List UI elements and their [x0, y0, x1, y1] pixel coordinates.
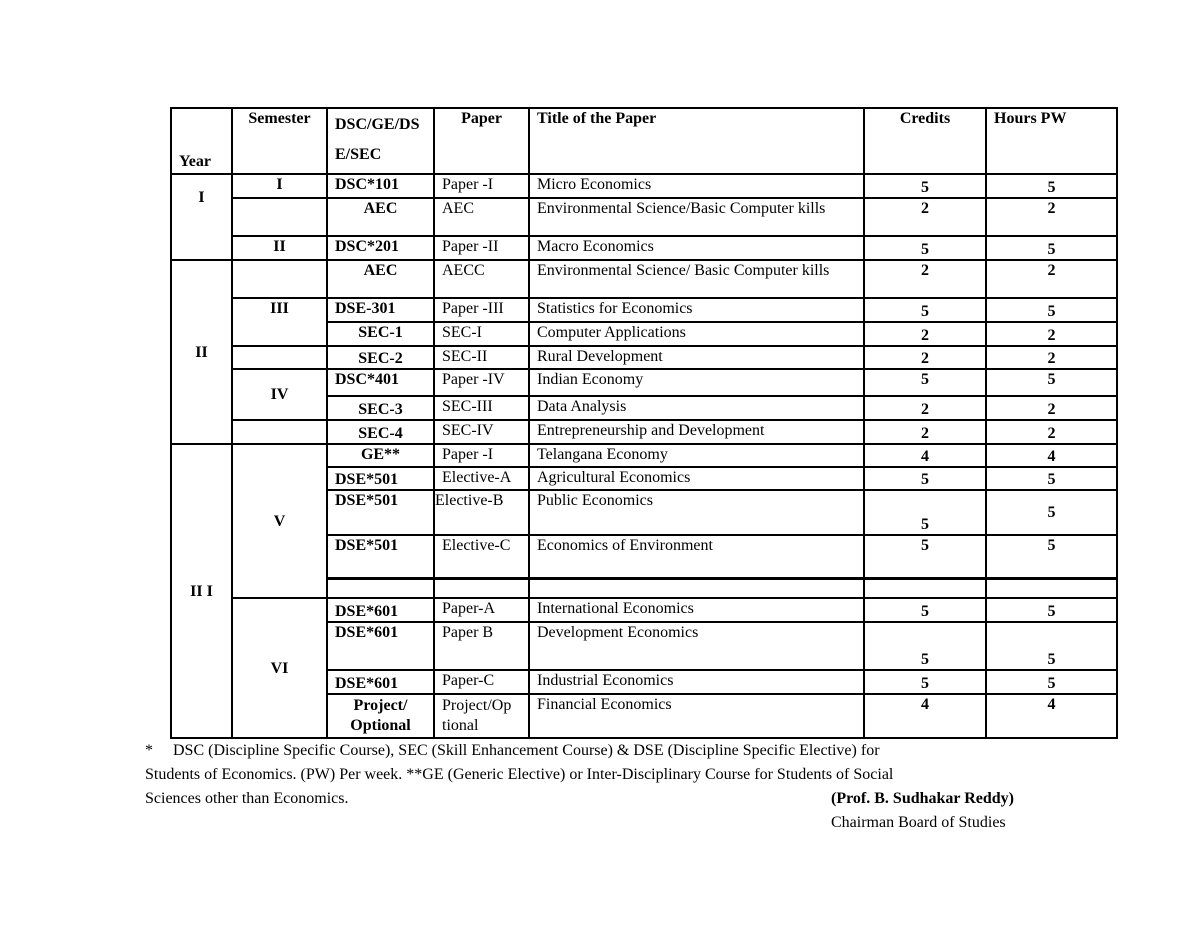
hours-cell: 2 [986, 322, 1117, 346]
category-cell: Project/ Optional [327, 694, 434, 738]
table-row [171, 420, 1117, 444]
title-cell: Economics of Environment [529, 535, 864, 578]
paper-cell: Paper -IV [434, 369, 529, 396]
paper-cell: Paper B [434, 622, 529, 670]
hours-cell: 2 [986, 198, 1117, 236]
paper-cell: Paper -I [434, 174, 529, 198]
header-title: Title of the Paper [529, 108, 864, 174]
header-hours: Hours PW [986, 108, 1117, 174]
credits-cell: 5 [864, 598, 986, 622]
semester-cell-empty [232, 198, 327, 236]
category-cell: DSE*501 [327, 467, 434, 490]
credits-cell: 2 [864, 346, 986, 369]
syllabus-table [170, 107, 1118, 739]
paper-cell: SEC-IV [434, 420, 529, 444]
credits-cell: 5 [864, 369, 986, 396]
hours-cell: 2 [986, 420, 1117, 444]
credits-cell: 4 [864, 694, 986, 738]
title-cell: Development Economics [529, 622, 864, 670]
credits-cell: 5 [864, 670, 986, 694]
credits-cell: 2 [864, 260, 986, 298]
semester-cell-empty [232, 420, 327, 444]
category-cell: DSE-301 [327, 298, 434, 322]
paper-cell: Elective-A [434, 467, 529, 490]
hours-cell: 5 [986, 622, 1117, 670]
title-cell: Entrepreneurship and Development [529, 420, 864, 444]
table-row [171, 444, 1117, 467]
hours-cell: 4 [986, 444, 1117, 467]
hours-cell: 4 [986, 694, 1117, 738]
category-cell: DSC*201 [327, 236, 434, 260]
paper-cell: SEC-II [434, 346, 529, 369]
paper-cell: Elective-B [434, 490, 529, 535]
header-paper: Paper [434, 108, 529, 174]
credits-cell: 5 [864, 467, 986, 490]
hours-cell: 2 [986, 396, 1117, 420]
title-cell: Environmental Science/ Basic Computer kills [529, 260, 864, 298]
credits-cell: 5 [864, 298, 986, 322]
semester-cell: II [232, 236, 327, 260]
semester-cell: IV [232, 369, 327, 420]
credits-cell: 2 [864, 396, 986, 420]
paper-cell: Elective-C [434, 535, 529, 578]
category-cell: SEC-1 [327, 322, 434, 346]
credits-cell: 2 [864, 420, 986, 444]
year-cell: II [171, 260, 232, 444]
semester-cell: VI [232, 598, 327, 738]
semester-cell: I [232, 174, 327, 198]
hours-cell: 5 [986, 535, 1117, 578]
footnote-line: * DSC (Discipline Specific Course), SEC (Skill Enhancement Course) & DSE (Discipline Specific Elective) for [145, 742, 880, 759]
table-row [171, 298, 1117, 322]
hours-cell: 5 [986, 236, 1117, 260]
footnote-line: Sciences other than Economics. [145, 790, 349, 807]
category-cell: DSE*501 [327, 490, 434, 535]
hours-cell: 5 [986, 298, 1117, 322]
table-row [171, 598, 1117, 622]
table-row [171, 198, 1117, 236]
empty-cell [986, 578, 1117, 598]
title-cell: Rural Development [529, 346, 864, 369]
hours-cell: 5 [986, 670, 1117, 694]
title-cell: Computer Applications [529, 322, 864, 346]
hours-cell: 5 [986, 369, 1117, 396]
title-cell: Statistics for Economics [529, 298, 864, 322]
header-semester: Semester [232, 108, 327, 174]
footnote-line: Students of Economics. (PW) Per week. **GE (Generic Elective) or Inter-Disciplinary Course for Students of Social [145, 766, 894, 783]
empty-cell [434, 578, 529, 598]
category-cell: GE** [327, 444, 434, 467]
credits-cell: 5 [864, 174, 986, 198]
semester-cell: III [232, 298, 327, 346]
category-cell: DSE*601 [327, 670, 434, 694]
credits-cell: 5 [864, 535, 986, 578]
category-cell: DSE*601 [327, 622, 434, 670]
table-row [171, 346, 1117, 369]
header-year: Year [171, 108, 232, 174]
empty-cell [864, 578, 986, 598]
title-cell: Indian Economy [529, 369, 864, 396]
signatory-name: (Prof. B. Sudhakar Reddy) [831, 790, 1014, 807]
paper-cell: SEC-III [434, 396, 529, 420]
paper-cell: Paper -III [434, 298, 529, 322]
paper-cell: Paper -II [434, 236, 529, 260]
header-category: DSC/GE/DS E/SEC [327, 108, 434, 174]
category-cell: AEC [327, 198, 434, 236]
title-cell: Agricultural Economics [529, 467, 864, 490]
paper-cell: SEC-I [434, 322, 529, 346]
table-row [171, 369, 1117, 396]
header-credits: Credits [864, 108, 986, 174]
paper-cell: Project/Op tional [434, 694, 529, 738]
empty-cell [327, 578, 434, 598]
table-row [171, 260, 1117, 298]
category-cell: DSE*501 [327, 535, 434, 578]
signatory-role: Chairman Board of Studies [831, 814, 1006, 831]
category-cell: DSC*101 [327, 174, 434, 198]
credits-cell: 4 [864, 444, 986, 467]
title-cell: Micro Economics [529, 174, 864, 198]
signature-block [831, 787, 1014, 835]
paper-cell: Paper-A [434, 598, 529, 622]
category-cell: DSE*601 [327, 598, 434, 622]
hours-cell: 5 [986, 174, 1117, 198]
paper-cell: Paper -I [434, 444, 529, 467]
credits-cell: 2 [864, 198, 986, 236]
title-cell: International Economics [529, 598, 864, 622]
hours-cell: 2 [986, 260, 1117, 298]
title-cell: Financial Economics [529, 694, 864, 738]
category-cell: SEC-2 [327, 346, 434, 369]
year-cell: II I [171, 444, 232, 738]
title-cell: Environmental Science/Basic Computer kills [529, 198, 864, 236]
credits-cell: 5 [864, 490, 986, 535]
category-cell: SEC-3 [327, 396, 434, 420]
paper-cell: AECC [434, 260, 529, 298]
category-cell: DSC*401 [327, 369, 434, 396]
hours-cell: 2 [986, 346, 1117, 369]
table-row [171, 174, 1117, 198]
credits-cell: 2 [864, 322, 986, 346]
semester-cell: V [232, 444, 327, 598]
hours-cell: 5 [986, 490, 1117, 535]
title-cell: Data Analysis [529, 396, 864, 420]
table-row [171, 236, 1117, 260]
paper-cell: AEC [434, 198, 529, 236]
credits-cell: 5 [864, 236, 986, 260]
header-row [171, 108, 1117, 174]
title-cell: Public Economics [529, 490, 864, 535]
title-cell: Telangana Economy [529, 444, 864, 467]
title-cell: Industrial Economics [529, 670, 864, 694]
title-cell: Macro Economics [529, 236, 864, 260]
semester-cell-empty [232, 260, 327, 298]
year-cell: I [171, 174, 232, 260]
hours-cell: 5 [986, 598, 1117, 622]
category-cell: AEC [327, 260, 434, 298]
hours-cell: 5 [986, 467, 1117, 490]
semester-cell-empty [232, 346, 327, 369]
credits-cell: 5 [864, 622, 986, 670]
paper-cell: Paper-C [434, 670, 529, 694]
category-cell: SEC-4 [327, 420, 434, 444]
empty-cell [529, 578, 864, 598]
